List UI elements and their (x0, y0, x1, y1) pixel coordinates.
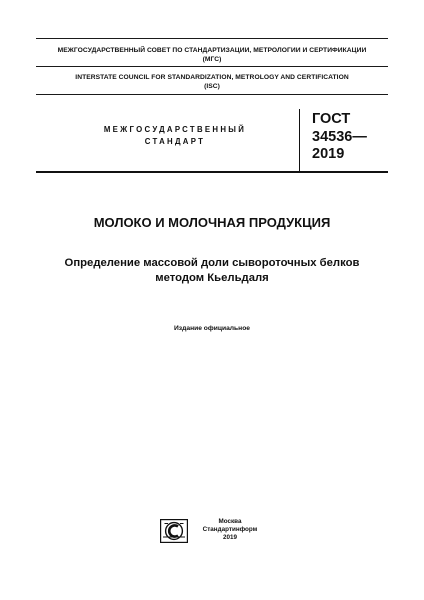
document-subtitle (30, 256, 394, 285)
designation-number: 34536— (312, 128, 367, 145)
document-title: МОЛОКО И МОЛОЧНАЯ ПРОДУКЦИЯ (93, 215, 331, 230)
subtitle-line-1: Определение массовой доли сывороточных белков (64, 257, 360, 269)
council-abbr-ru: (МГС) (202, 56, 222, 63)
standard-type-line-2: СТАНДАРТ (144, 137, 206, 146)
imprint (195, 518, 265, 543)
subtitle-line-2: методом Кьельдаля (155, 271, 269, 284)
edition-label: Издание официальное (173, 325, 250, 332)
council-abbr-en: (ISC) (204, 83, 220, 90)
council-name-en (36, 73, 388, 91)
designation-year: 2019 (312, 146, 345, 162)
imprint-year: 2019 (222, 534, 237, 542)
imprint-city: Москва (218, 518, 242, 525)
imprint-publisher: Стандартинформ (202, 526, 258, 534)
standartinform-logo-icon (160, 519, 188, 543)
header-bottom-rule (36, 94, 388, 95)
standard-designation (312, 111, 367, 164)
designation-prefix: ГОСТ (312, 111, 351, 127)
standard-type-line-1: МЕЖГОСУДАРСТВЕННЫЙ (103, 125, 247, 134)
council-name-ru-line: МЕЖГОСУДАРСТВЕННЫЙ СОВЕТ ПО СТАНДАРТИЗАЦИИ, МЕТРОЛОГИИ И СЕРТИФИКАЦИИ (57, 47, 367, 54)
title-block-rule (36, 171, 388, 173)
header-top-rule (36, 38, 388, 39)
council-name-ru (36, 46, 388, 64)
council-name-en-line: INTERSTATE COUNCIL FOR STANDARDIZATION, METROLOGY AND CERTIFICATION (75, 74, 349, 81)
header-middle-rule (36, 66, 388, 67)
designation-divider (299, 109, 300, 171)
